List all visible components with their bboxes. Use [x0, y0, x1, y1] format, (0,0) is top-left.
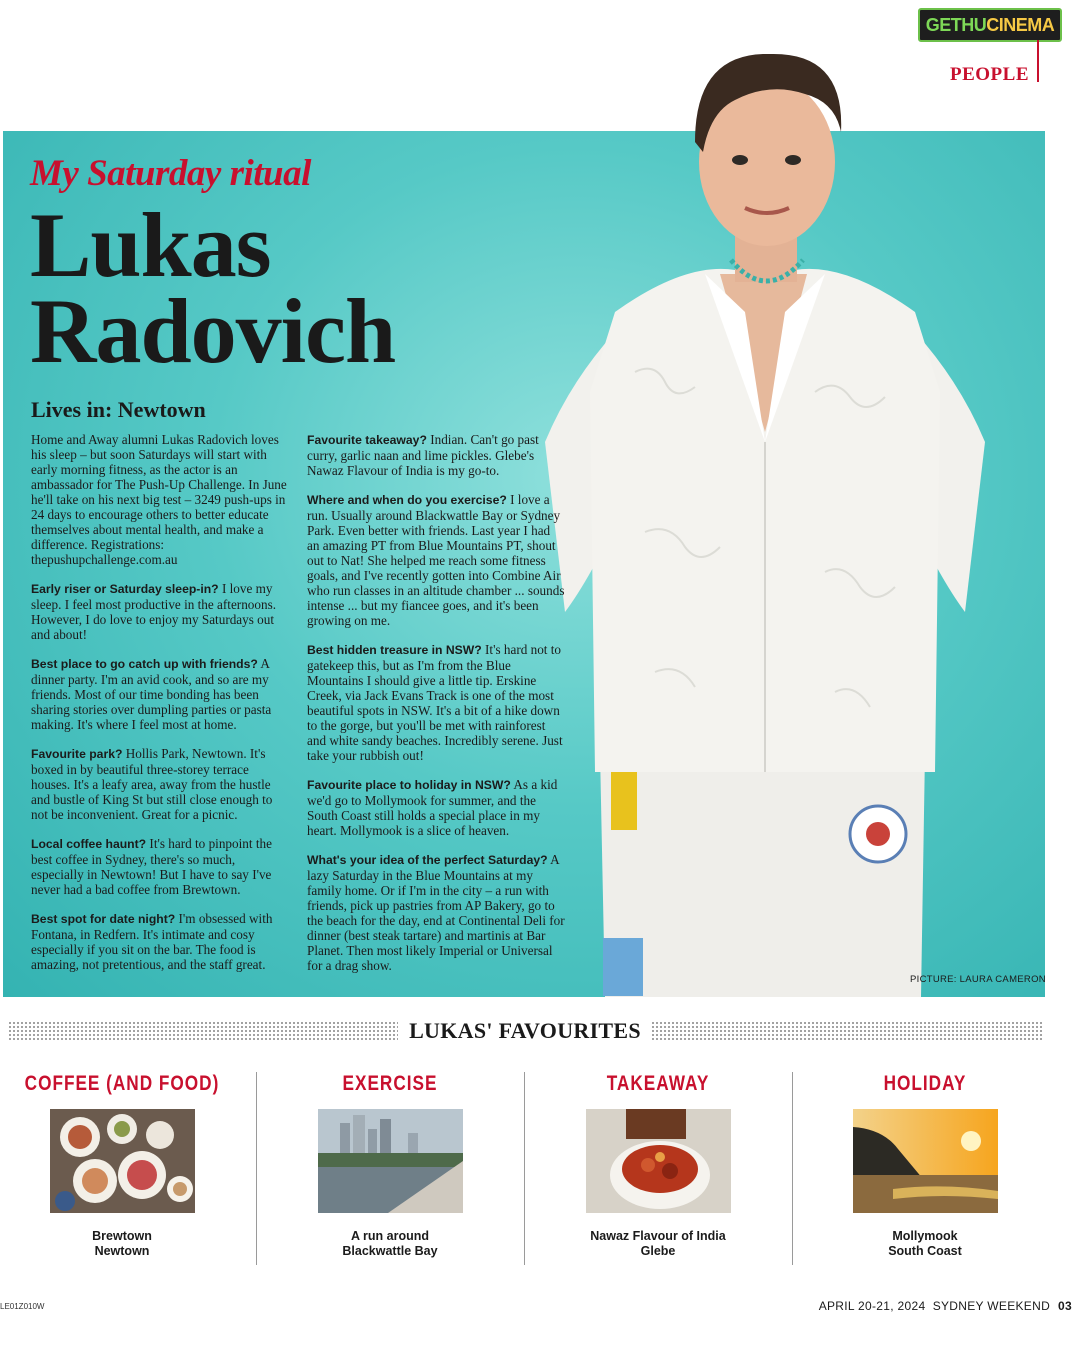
favourites-title: LUKAS' FAVOURITES: [409, 1018, 641, 1043]
qa-question: Best hidden treasure in NSW?: [307, 643, 482, 657]
lives-in: Lives in: Newtown: [31, 397, 206, 422]
favourite-exercise: [257, 1070, 523, 1265]
caption-line1: Brewtown: [92, 1229, 152, 1243]
photo-credit: PICTURE: LAURA CAMERON: [910, 974, 1046, 985]
favourite-caption: [257, 1229, 523, 1259]
intro-paragraph: Home and Away alumni Lukas Radovich loves his sleep – but soon Saturdays will start with early morning fitness, as the actor is an ambassador for The Push-Up Challenge. In June he'll take on his next big test – 3249 push-ups in 24 days to encourage others to better educate themselves about mental health, and make a difference. Registrations: thepushupchallenge.com.au: [31, 432, 287, 567]
dotted-rule-right: [651, 1021, 1044, 1040]
favourite-coffee: [0, 1070, 255, 1265]
qa-item: [307, 777, 565, 838]
qa-answer: I'm obsessed with Fontana, in Redfern. It's intimate and cosy especially if you sit on the bar. The food is amazing, not pretentious, and the staff great.: [31, 911, 273, 972]
qa-item: [31, 581, 289, 642]
headline-name-first: Lukas: [30, 194, 271, 296]
caption-line2: Newtown: [94, 1244, 150, 1258]
favourite-caption: [525, 1229, 791, 1259]
caption-line1: A run around: [350, 1229, 429, 1243]
caption-line1: Nawaz Flavour of India: [590, 1229, 726, 1243]
qa-answer: It's hard not to gatekeep this, but as I'm from the Blue Mountains I should give a little tip. Erskine Creek, via Jack Evans Track is one of the most beautiful spots in NSW. It's a bit of a hike down to the gorge, but you'll be met with rainforest and white sandy beaches. Incredibly serene. Just take your rubbish out!: [307, 642, 563, 763]
footer-code: LE01Z010W: [0, 1302, 45, 1311]
qa-item: [307, 852, 565, 973]
qa-item: [307, 432, 565, 478]
left-eye: [732, 155, 748, 165]
favourite-caption: [792, 1229, 1058, 1259]
favourite-title: HOLIDAY: [883, 1072, 967, 1095]
article-column-2: [307, 432, 565, 987]
qa-item: [31, 911, 289, 972]
qa-answer: Indian. Can't go past curry, garlic naan and lime pickles. Glebe's Nawaz Flavour of India is my go-to.: [307, 432, 539, 478]
watermark-part2: CINEMA: [986, 14, 1055, 35]
favourite-title: EXERCISE: [342, 1072, 438, 1095]
kicker: My Saturday ritual: [30, 153, 311, 194]
right-eye: [785, 155, 801, 165]
trousers-patch-yellow: [611, 772, 637, 830]
footer-folio: [819, 1299, 1072, 1313]
qa-question: Favourite park?: [31, 747, 123, 761]
qa-question: Favourite place to holiday in NSW?: [307, 778, 511, 792]
harbour-photo: [318, 1109, 463, 1213]
favourite-title: COFFEE (AND FOOD): [24, 1072, 220, 1095]
qa-item: [31, 656, 289, 732]
qa-answer: A lazy Saturday in the Blue Mountains at my family home. Or if I'm in the city – a run with friends, pick up pastries from AP Bakery, go to the beach for the day, end at Continental Deli for dinner (best steak tartare) and martinis at Bar Planet. Then most likely Imperial or Universal for a drag show.: [307, 852, 565, 973]
beach-photo: [853, 1109, 998, 1213]
footer-date: APRIL 20-21, 2024: [818, 1299, 926, 1313]
headline-name: [30, 194, 396, 382]
qa-list-2: [307, 432, 565, 973]
qa-item: [31, 746, 289, 822]
headline-name-last: Radovich: [30, 280, 396, 382]
favourite-caption: [0, 1229, 255, 1259]
footer-page-number: 03: [1058, 1299, 1072, 1313]
qa-question: Favourite takeaway?: [307, 433, 427, 447]
portrait-illustration: [545, 12, 985, 997]
qa-list-1: [31, 581, 289, 972]
dotted-rule-left: [8, 1021, 398, 1040]
qa-question: Early riser or Saturday sleep-in?: [31, 582, 219, 596]
qa-answer: I love a run. Usually around Blackwattle Bay or Sydney Park. Even better with friends. Last year I had an amazing PT from Blue Mountains PT, shout out to Nat! She helped me reach some fitness goals, and I've recently gotten into Combine Air who run classes in an altitude chamber ... sounds intense ... but my fiancee goes, and it's been growing on me.: [307, 492, 565, 628]
favourite-takeaway: [525, 1070, 791, 1265]
section-rule: [1037, 40, 1039, 82]
trousers-patch-blue: [603, 938, 643, 996]
caption-line2: Blackwattle Bay: [342, 1244, 438, 1258]
footer-publication: SYDNEY WEEKEND: [932, 1299, 1051, 1313]
trousers-patch-center: [866, 822, 890, 846]
qa-answer: As a kid we'd go to Mollymook for summer, and the South Coast still holds a special place in my heart. Mollymook is a slice of heaven.: [307, 777, 558, 838]
qa-answer: A dinner party. I'm an avid cook, and so are my friends. Most of our time bonding has been sharing stories over dumpling parties or pasta making. It's where I feel most at home.: [31, 656, 272, 732]
favourite-holiday: [792, 1070, 1058, 1265]
trousers-shape: [600, 752, 925, 997]
qa-question: Best place to go catch up with friends?: [31, 657, 258, 671]
qa-question: Where and when do you exercise?: [307, 493, 507, 507]
qa-item: [31, 836, 289, 897]
caption-line2: South Coast: [888, 1244, 962, 1258]
favourite-title: TAKEAWAY: [606, 1072, 710, 1095]
caption-line2: Glebe: [640, 1244, 676, 1258]
qa-item: [307, 492, 565, 628]
qa-question: Local coffee haunt?: [31, 837, 147, 851]
caption-line1: Mollymook: [892, 1229, 958, 1243]
article-column-1: [31, 432, 289, 986]
qa-question: What's your idea of the perfect Saturday?: [307, 853, 548, 867]
section-label: PEOPLE: [950, 64, 1030, 85]
qa-answer: It's hard to pinpoint the best coffee in Sydney, there's so much, especially in Newtown! But I have to say I've never had a bad coffee from Brewtown.: [31, 836, 272, 897]
curry-photo: [586, 1109, 731, 1213]
watermark-part1: GETHU: [925, 14, 987, 35]
qa-question: Best spot for date night?: [31, 912, 176, 926]
qa-item: [307, 642, 565, 763]
qa-answer: I love my sleep. I feel most productive in the afternoons. However, I do love to enjoy my Saturdays out and about!: [31, 581, 276, 642]
qa-answer: Hollis Park, Newtown. It's boxed in by beautiful three-storey terrace houses. It's a leafy area, away from the hustle and bustle of King St but still close enough to not be inconvenient. Great for a picnic.: [31, 746, 273, 822]
food-photo: [50, 1109, 195, 1213]
